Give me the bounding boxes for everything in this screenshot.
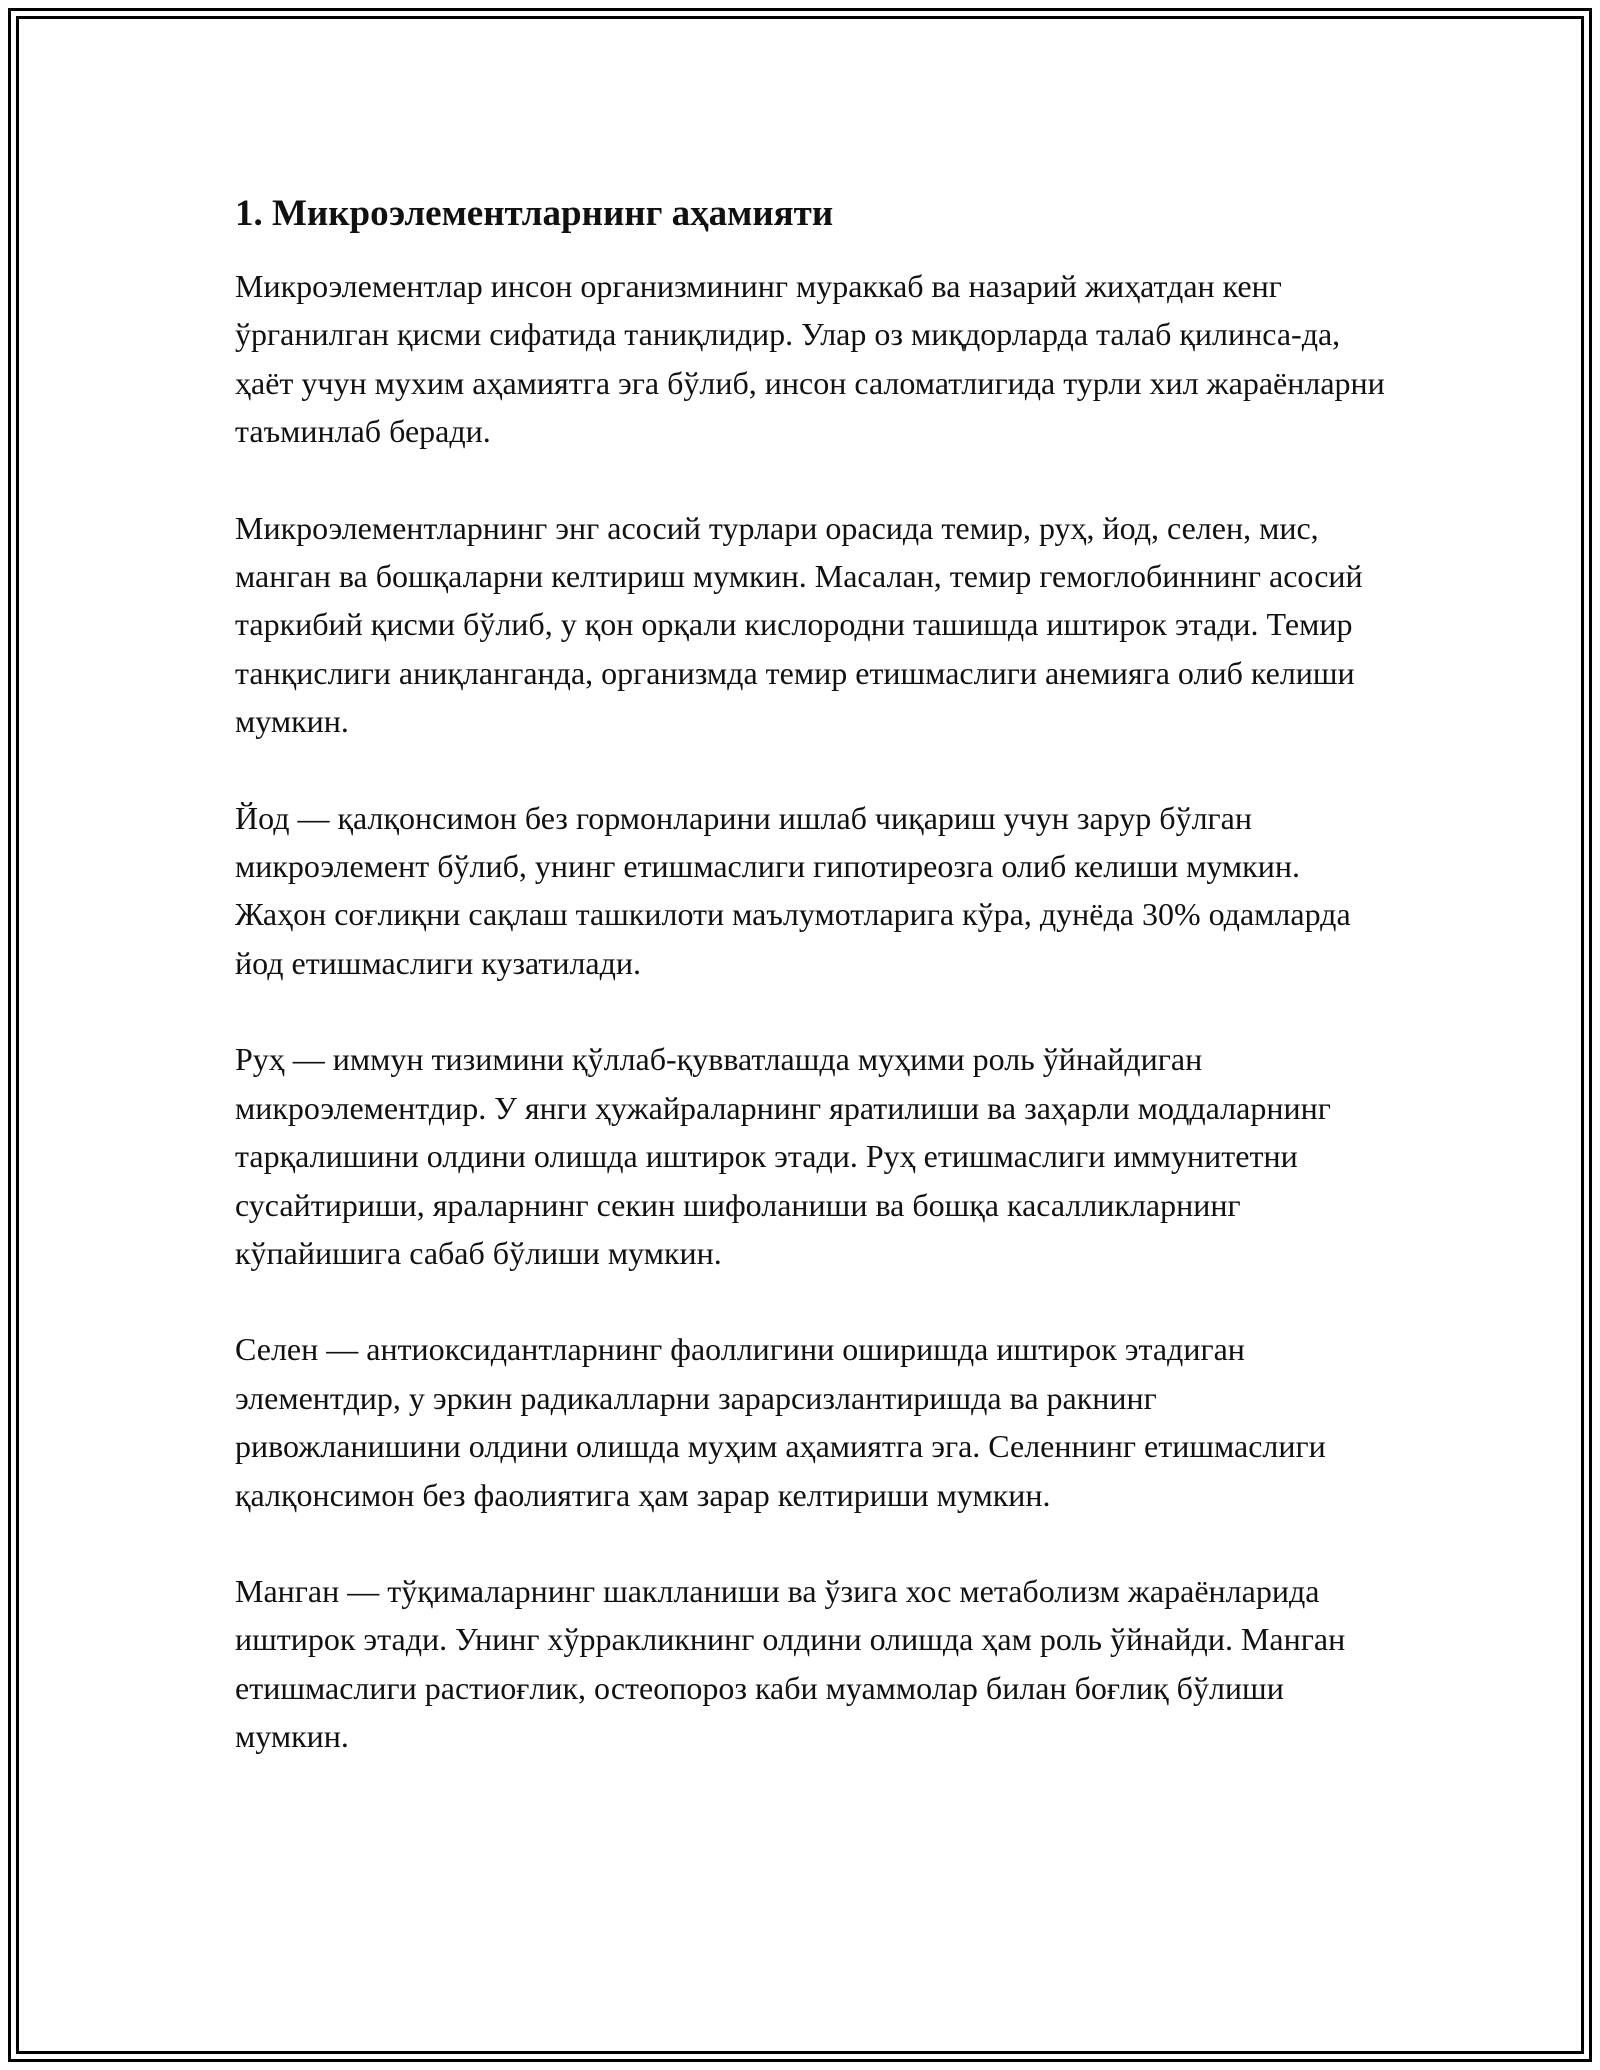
paragraph-manganese: Манган — тўқималарнинг шаклланиши ва ўзига хос метаболизм жараёнларида иштирок этади. Унинг хўрракликнинг олдини олишда ҳам роль ўйнайди. Манган етишмаслиги растиоғлик, остеопороз каби муаммолар билан боғлиқ бўлиши мумкин.	[235, 1572, 1346, 1755]
paragraph-introduction: Микроэлементлар инсон организмининг мураккаб ва назарий жиҳатдан кенг ўрганилган қисми сифатида таниқлидир. Улар оз миқдорларда талаб қилинса-да, ҳаёт учун мухим аҳамиятга эга бўлиб, инсон саломатлигида турли хил жараёнларни таъминлаб беради.	[235, 268, 1385, 450]
section-heading: 1. Микроэлементларнинг аҳамияти	[235, 193, 834, 234]
paragraph-iodine: Йод — қалқонсимон без гормонларини ишлаб чиқариш учун зарур бўлган микроэлемент бўлиб, унинг етишмаслиги гипотиреозга олиб келиши мумкин. Жаҳон соғлиқни сақлаш ташкилоти маълумотларига кўра, дунёда 30% одамларда йод етишмаслиги кузатилади.	[235, 799, 1351, 981]
document-body	[235, 188, 1385, 1809]
paragraph-selenium: Селен — антиоксидантларнинг фаоллигини оширишда иштирок этадиган элементдир, у эркин радикалларни зарарсизлантиришда ва ракнинг ривожланишини олдини олишда муҳим аҳамиятга эга. Селеннинг етишмаслиги қалқонсимон без фаолиятига ҳам зарар келтириши мумкин.	[235, 1331, 1326, 1513]
paragraph-zinc: Руҳ — иммун тизимини қўллаб-қувватлашда муҳими роль ўйнайдиган микроэлементдир. У янги ҳужайраларнинг яратилиши ва заҳарли моддаларнинг тарқалишини олдини олишда иштирок этади. Руҳ етишмаслиги иммунитетни сусайтириши, яраларнинг секин шифоланиши ва бошқа касалликларнинг кўпайишига сабаб бўлиши мумкин.	[235, 1041, 1331, 1271]
paragraph-iron: Микроэлементларнинг энг асосий турлари орасида темир, руҳ, йод, селен, мис, манган ва бошқаларни келтириш мумкин. Масалан, темир гемоглобиннинг асосий таркибий қисми бўлиб, у қон орқали кислородни ташишда иштирок этади. Темир танқислиги аниқланганда, организмда темир етишмаслиги анемияга олиб келиши мумкин.	[235, 509, 1363, 740]
